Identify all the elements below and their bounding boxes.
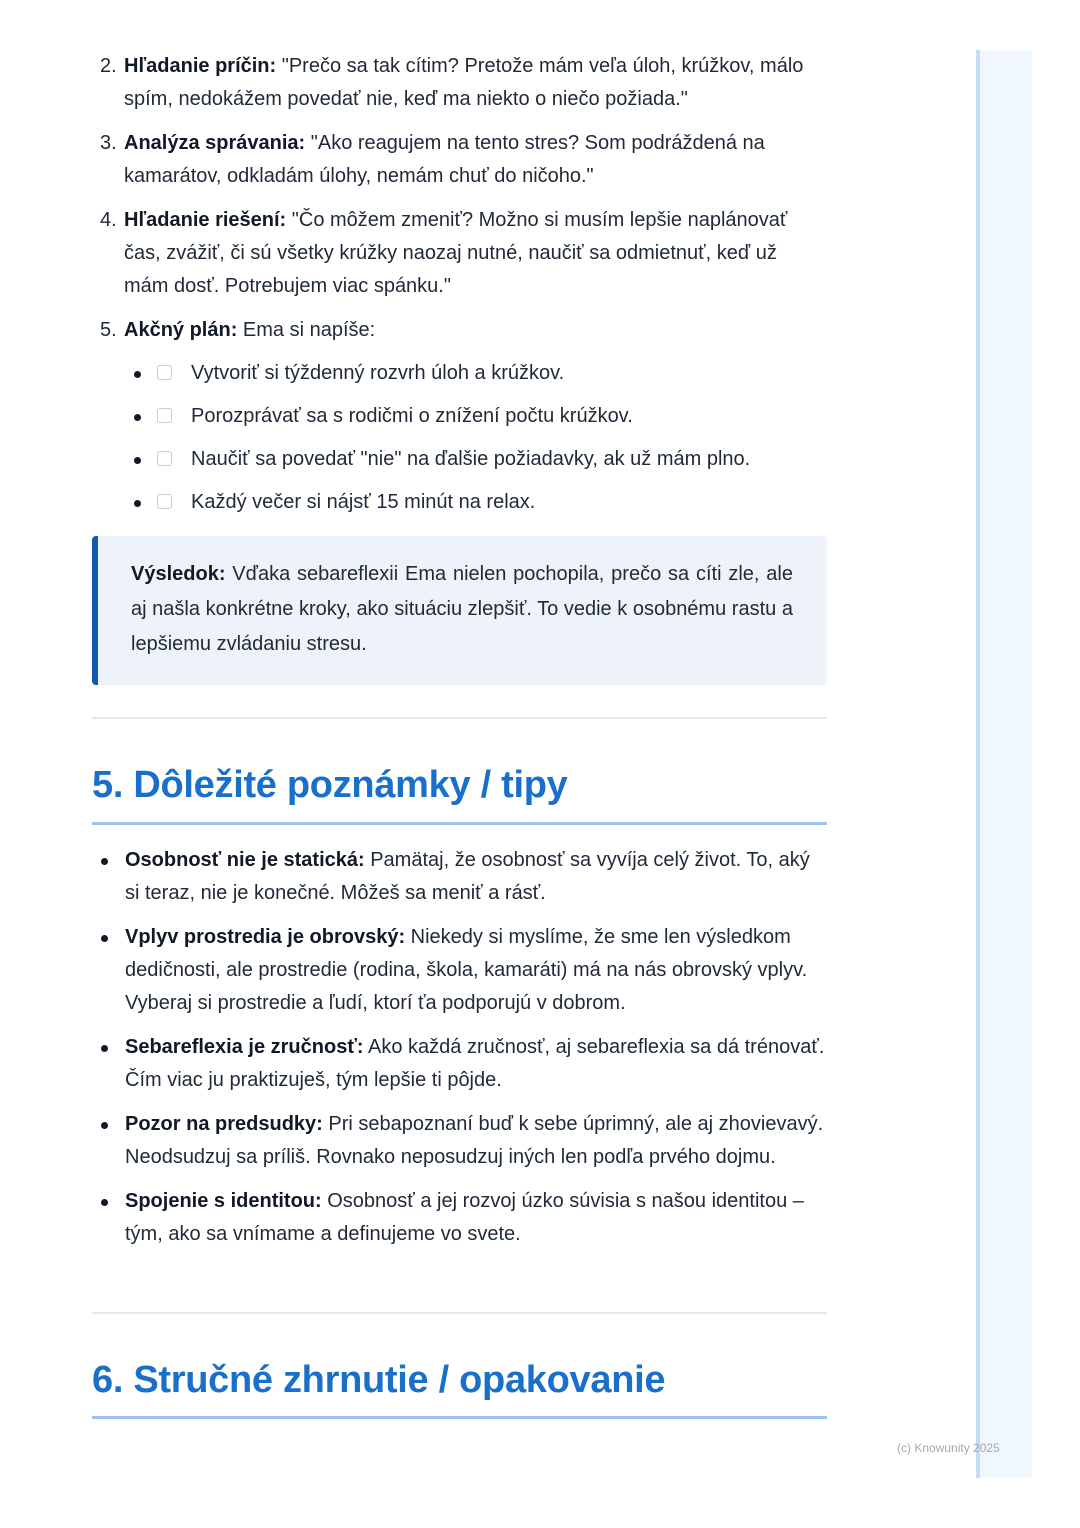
tips-list <box>92 844 827 1262</box>
step-number: 5. <box>100 319 117 341</box>
callout-accent-bar <box>92 536 98 685</box>
action-item-text: Vytvoriť si týždenný rozvrh úloh a krúžkov. <box>191 362 565 384</box>
checkbox[interactable] <box>157 451 172 466</box>
heading-underline <box>92 822 827 825</box>
tip-label: Spojenie s identitou: <box>125 1190 322 1212</box>
action-item <box>124 357 820 390</box>
checkbox[interactable] <box>157 494 172 509</box>
tip-text: Pri sebapoznaní buď k sebe úprimný, ale aj zhovievavý. Neodsudzuj sa príliš. Rovnako neposudzuj iných len podľa prvého dojmu. <box>125 1113 824 1168</box>
bullet-icon <box>134 414 141 421</box>
section-divider <box>92 1312 827 1314</box>
reflection-steps-list <box>100 50 820 530</box>
tip-text: Osobnosť a jej rozvoj úzko súvisia s našou identitou – tým, ako sa vnímame a definujeme vo svete. <box>125 1190 804 1245</box>
action-item-text: Porozprávať sa s rodičmi o znížení počtu krúžkov. <box>191 405 633 427</box>
tip-label: Sebareflexia je zručnosť: <box>125 1036 364 1058</box>
step-number: 2. <box>100 55 117 77</box>
action-item <box>124 400 820 433</box>
bullet-icon <box>101 1122 108 1129</box>
list-item <box>92 1108 827 1174</box>
step-label: Hľadanie riešení: <box>124 209 287 231</box>
list-item <box>100 204 820 303</box>
tip-label: Vplyv prostredia je obrovský: <box>125 926 406 948</box>
heading-underline <box>92 1416 827 1419</box>
step-number: 3. <box>100 132 117 154</box>
bullet-icon <box>101 858 108 865</box>
tip-text: Pamätaj, že osobnosť sa vyvíja celý život. To, aký si teraz, nie je konečné. Môžeš sa meniť a rásť. <box>125 849 810 904</box>
list-item <box>92 1185 827 1251</box>
tip-text: Ako každá zručnosť, aj sebareflexia sa dá trénovať. Čím viac ju praktizuješ, tým lepšie ti pôjde. <box>125 1036 825 1091</box>
callout-label: Výsledok: <box>131 563 226 585</box>
action-item <box>124 443 820 476</box>
tip-text: Niekedy si myslíme, že sme len výsledkom dedičnosti, ale prostredie (rodina, škola, kamaráti) má na nás obrovský vplyv. Vyberaj si prostredie a ľudí, ktorí ťa podporujú v dobrom. <box>125 926 808 1014</box>
right-sidebar <box>976 50 1032 1478</box>
sidebar-edge <box>976 50 980 1478</box>
section-divider <box>92 717 827 719</box>
step-text: "Čo môžem zmeniť? Možno si musím lepšie naplánovať čas, zvážiť, či sú všetky krúžky naozaj nutné, naučiť sa odmietnuť, keď už mám dosť. Potrebujem viac spánku." <box>124 209 788 297</box>
list-item <box>100 50 820 116</box>
action-plan-list <box>124 357 820 519</box>
bullet-icon <box>101 1199 108 1206</box>
action-item-text: Každý večer si nájsť 15 minút na relax. <box>191 491 536 513</box>
step-label: Hľadanie príčin: <box>124 55 277 77</box>
action-item <box>124 486 820 519</box>
result-callout <box>92 536 827 685</box>
list-item <box>92 844 827 910</box>
bullet-icon <box>134 500 141 507</box>
step-text: "Ako reagujem na tento stres? Som podráždená na kamarátov, odkladám úlohy, nemám chuť do ničoho." <box>124 132 765 187</box>
step-text: Ema si napíše: <box>237 319 376 341</box>
tip-label: Osobnosť nie je statická: <box>125 849 365 871</box>
bullet-icon <box>134 371 141 378</box>
section-6-heading: 6. Stručné zhrnutie / opakovanie <box>92 1359 666 1401</box>
step-label: Analýza správania: <box>124 132 306 154</box>
list-item <box>100 127 820 193</box>
bullet-icon <box>101 935 108 942</box>
tip-label: Pozor na predsudky: <box>125 1113 323 1135</box>
step-number: 4. <box>100 209 117 231</box>
checkbox[interactable] <box>157 408 172 423</box>
bullet-icon <box>134 457 141 464</box>
section-5-heading: 5. Dôležité poznámky / tipy <box>92 764 568 806</box>
list-item <box>92 1031 827 1097</box>
list-item <box>100 314 820 519</box>
step-label: Akčný plán: <box>124 319 238 341</box>
action-item-text: Naučiť sa povedať "nie" na ďalšie požiadavky, ak už mám plno. <box>191 448 751 470</box>
list-item <box>92 921 827 1020</box>
copyright-footer: (c) Knowunity 2025 <box>897 1441 1000 1455</box>
bullet-icon <box>101 1045 108 1052</box>
callout-text <box>131 557 793 662</box>
callout-body: Vďaka sebareflexii Ema nielen pochopila, prečo sa cíti zle, ale aj našla konkrétne kroky, ako situáciu zlepšiť. To vedie k osobnému rastu a lepšiemu zvládaniu stresu. <box>131 563 793 655</box>
checkbox[interactable] <box>157 365 172 380</box>
step-text: "Prečo sa tak cítim? Pretože mám veľa úloh, krúžkov, málo spím, nedokážem povedať nie, keď ma niekto o niečo požiada." <box>124 55 804 110</box>
